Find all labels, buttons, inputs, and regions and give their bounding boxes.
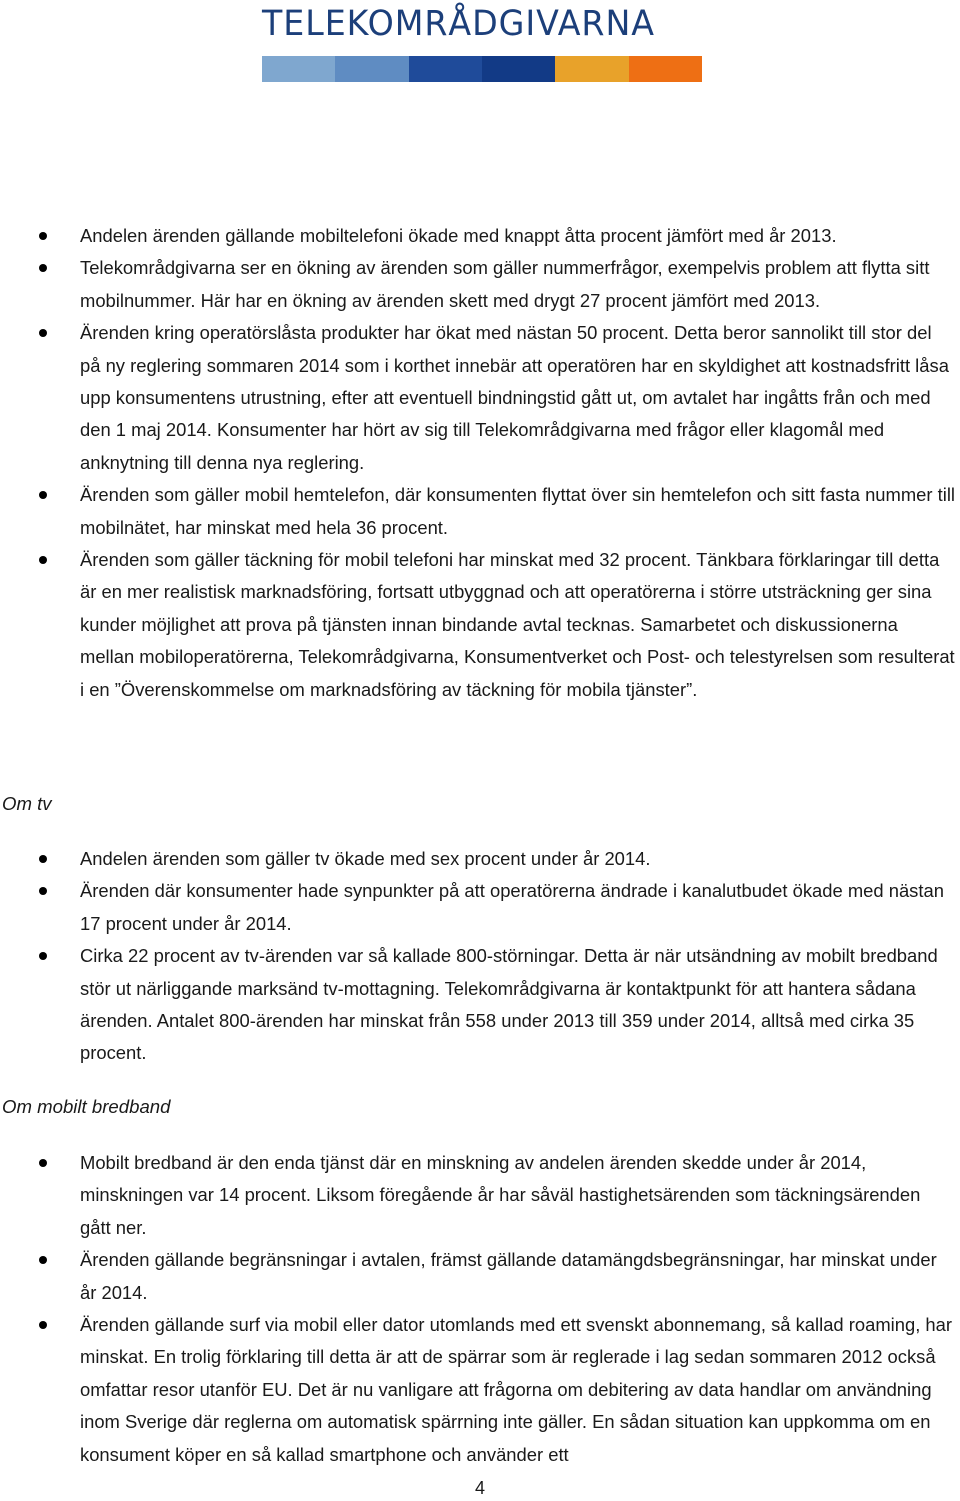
tv-list [0,843,960,1070]
bullet-icon [39,264,47,272]
list-item-text: Ärenden kring operatörslåsta produkter har ökat med nästan 50 procent. Detta beror sannolikt till stor del på ny reglering sommaren 2014 som i korthet innebär att operatören har en skyldighet att kostnadsfritt låsa upp konsumentens utrustning, efter att eventuell bindningstid gått ut, om avtalet har ingåtts från och med den 1 maj 2014. Konsumenter har hört av sig till Telekområdgivarna med frågor eller klagomål med anknytning till denna nya reglering. [80,322,949,473]
logo-bar-segment [555,56,628,82]
list-item-text: Ärenden som gäller mobil hemtelefon, där konsumenten flyttat över sin hemtelefon och sitt fasta nummer till mobilnätet, har minskat med hela 36 procent. [80,484,956,538]
list-item [0,252,960,317]
logo-bar-segment [629,56,702,82]
logo-bar-segment [482,56,555,82]
list-item-text: Andelen ärenden gällande mobiltelefoni ökade med knappt åtta procent jämfört med år 2013. [80,225,837,246]
list-item-text: Ärenden gällande surf via mobil eller dator utomlands med ett svenskt abonnemang, så kallad roaming, har minskat. En trolig förklaring till detta är att de spärrar som är reglerade i lag sedan sommaren 2012 också omfattar resor utanför EU. Det är nu vanligare att frågorna om debitering av data handlar om användning inom Sverige där reglerna om automatisk spärrning inte gäller. En sådan situation kan uppkomma om en konsument köper en så kallad smartphone och använder ett [80,1314,953,1465]
bullet-icon [39,491,47,499]
mobile-broadband-list [0,1147,960,1471]
list-item-text: Ärenden som gäller täckning för mobil telefoni har minskat med 32 procent. Tänkbara förklaringar till detta är en mer realistisk marknadsföring, fortsatt utbyggnad och att operatörerna i större utsträckning ger sina kunder möjlighet att prova på tjänsten innan bindande avtal tecknas. Samarbetet och diskussionerna mellan mobiloperatörerna, Telekområdgivarna, Konsumentverket och Post- och telestyrelsen som resulterat i en ”Överenskommelse om marknadsföring av täckning för mobila tjänster”. [80,549,955,700]
bullet-icon [39,855,47,863]
list-item [0,544,960,706]
bullet-icon [39,952,47,960]
list-item [0,940,960,1070]
bullet-icon [39,232,47,240]
bullet-icon [39,887,47,895]
bullet-icon [39,1256,47,1264]
logo-bar-segment [409,56,482,82]
list-item-text: Ärenden gällande begränsningar i avtalen, främst gällande datamängdsbegränsningar, har minskat under år 2014. [80,1249,937,1303]
list-item [0,1309,960,1471]
section-heading-mobile-broadband: Om mobilt bredband [2,1096,171,1117]
list-item-text: Andelen ärenden som gäller tv ökade med sex procent under år 2014. [80,848,651,869]
list-item [0,479,960,544]
logo-bar-segment [262,56,335,82]
list-item [0,1147,960,1244]
list-item-text: Telekområdgivarna ser en ökning av ärenden som gäller nummerfrågor, exempelvis problem att flytta sitt mobilnummer. Här har en ökning av ärenden skett med drygt 27 procent jämfört med 2013. [80,257,930,311]
list-item-text: Ärenden där konsumenter hade synpunkter på att operatörerna ändrade i kanalutbudet ökade med nästan 17 procent under år 2014. [80,880,944,934]
page-number: 4 [474,1478,485,1498]
list-item [0,875,960,940]
logo-bar-segment [335,56,408,82]
bullet-icon [39,1159,47,1167]
mobile-telephony-list [0,220,960,706]
list-item-text: Mobilt bredband är den enda tjänst där en minskning av andelen ärenden skedde under år 2014, minskningen var 14 procent. Liksom föregående år har såväl hastighetsärenden som täckningsärenden gått ner. [80,1152,921,1238]
logo-color-bar [262,56,702,82]
list-item-text: Cirka 22 procent av tv-ärenden var så kallade 800-störningar. Detta är när utsändning av mobilt bredband stör ut närliggande marksänd tv-mottagning. Telekområdgivarna är kontaktpunkt för att hantera sådana ärenden. Antalet 800-ärenden har minskat från 558 under 2013 till 359 under 2014, alltså med cirka 35 procent. [80,945,938,1064]
bullet-icon [39,556,47,564]
bullet-icon [39,1321,47,1329]
list-item [0,843,960,875]
section-heading-tv: Om tv [2,793,52,814]
list-item [0,220,960,252]
logo-text: TELEKOMRÅDGIVARNA [262,4,655,44]
telekomradgivarna-logo [262,4,704,82]
bullet-icon [39,329,47,337]
list-item [0,317,960,479]
list-item [0,1244,960,1309]
